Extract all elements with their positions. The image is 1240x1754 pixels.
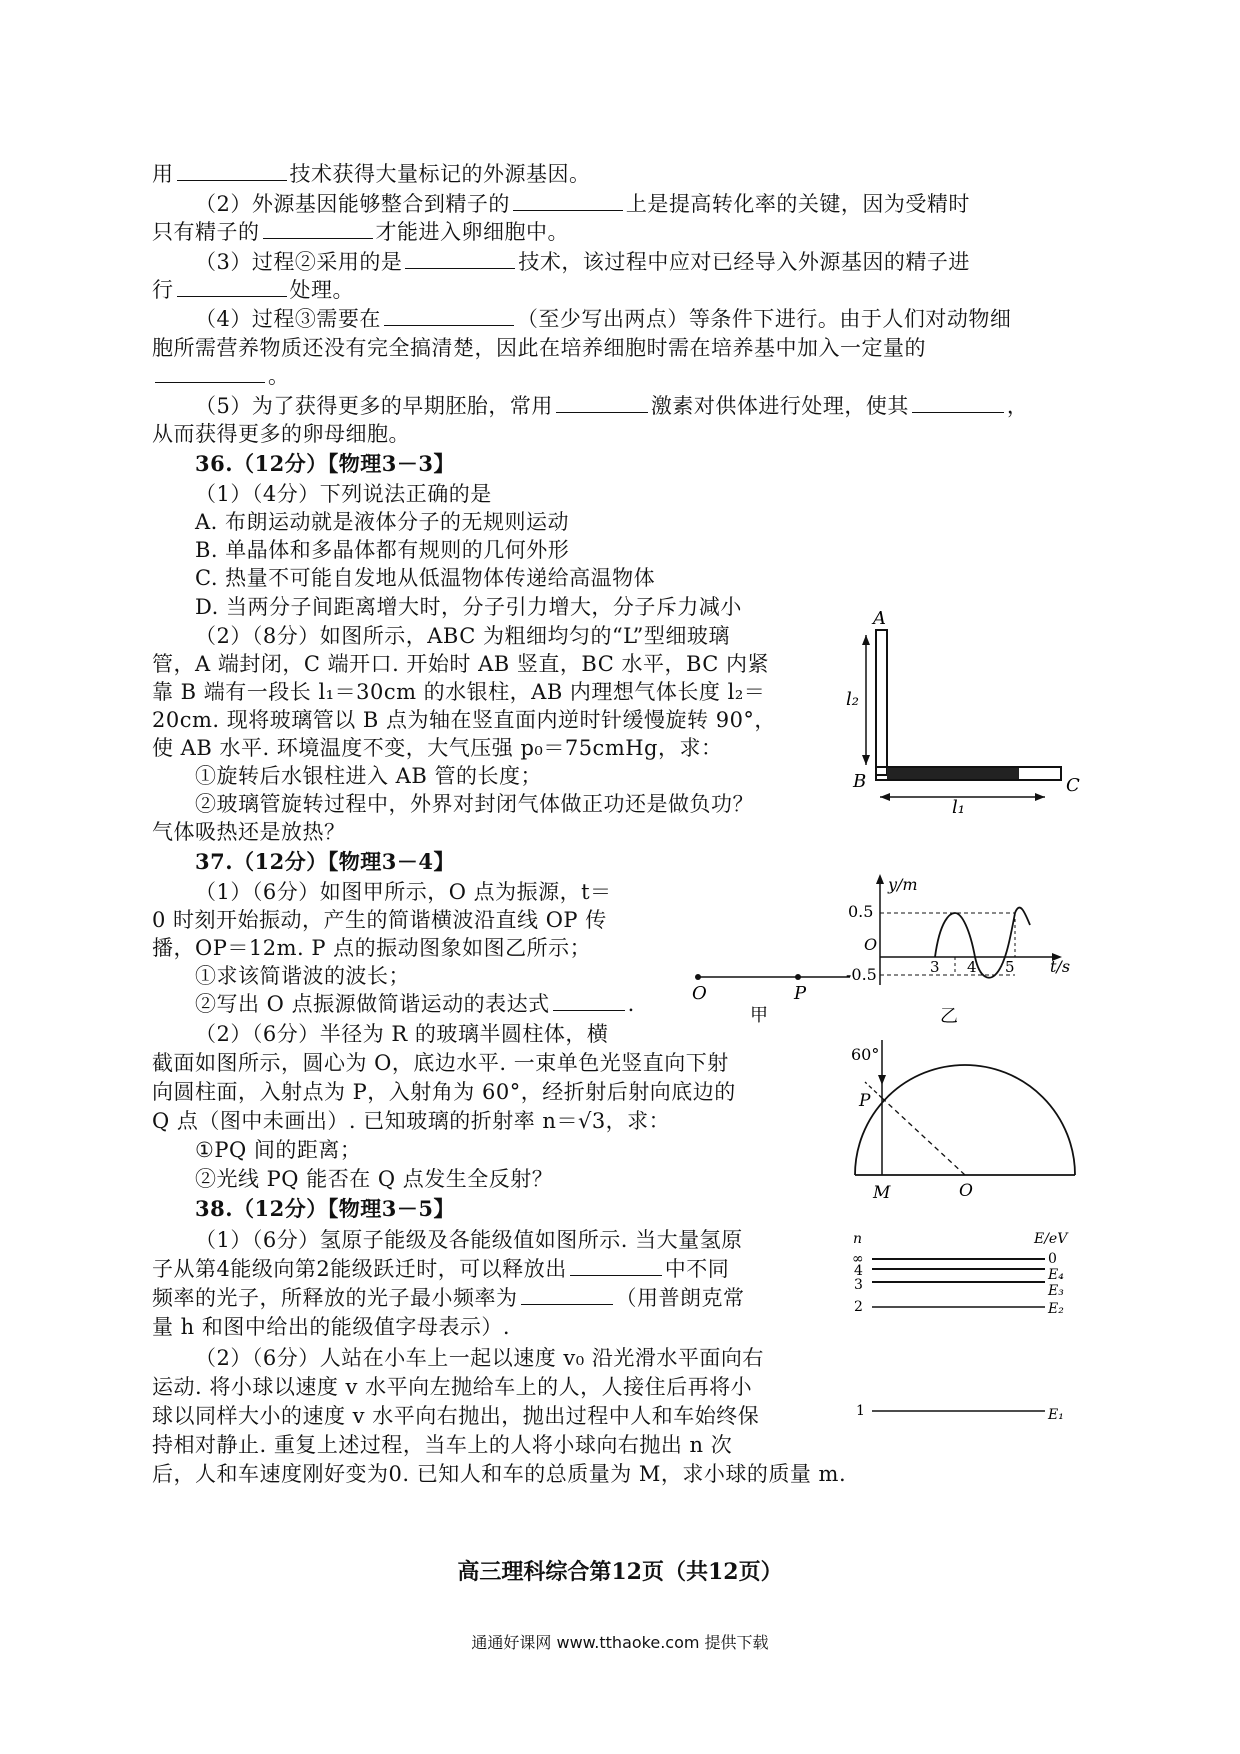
label-a: A	[873, 608, 886, 629]
text: 频率的光子，所释放的光子最小频率为	[152, 1286, 518, 1310]
q37-part2-line6: ②光线 PQ 能否在 Q 点发生全反射？	[195, 1167, 554, 1191]
text: 行	[152, 278, 174, 302]
answer-blank	[556, 392, 648, 413]
q38-part2-line2: 运动. 将小球以速度 v 水平向左抛给车上的人，人接住后再将小	[152, 1375, 753, 1399]
tube-ab	[876, 630, 887, 775]
q37-part1-line4: ①求该简谐波的波长；	[195, 964, 410, 988]
q37-part1-line5	[195, 990, 635, 1018]
q36-part2-line1: （2）（8分）如图所示，ABC 为粗细均匀的“L”型细玻璃	[195, 624, 730, 648]
energy-label: E/eV	[1034, 1231, 1068, 1247]
q36-part1: （1）（4分）下列说法正确的是	[195, 482, 492, 506]
point-p	[795, 974, 801, 980]
answer-blank	[570, 1255, 662, 1276]
caption-jia: 甲	[750, 1005, 768, 1025]
e-4: E₄	[1048, 1267, 1064, 1283]
q36-part2-line2: 管，A 端封闭，C 端开口. 开始时 AB 竖直，BC 水平，BC 内紧	[152, 652, 770, 676]
q38-part1-line4: 量 h 和图中给出的能级值字母表示）.	[152, 1315, 511, 1339]
origin-label: O	[864, 935, 878, 954]
text: （4）过程③需要在	[195, 307, 381, 331]
text: 用	[152, 162, 174, 186]
bio-line-9	[195, 392, 1028, 420]
x-axis-label: t/s	[1050, 957, 1071, 976]
bio-line-5	[152, 276, 354, 304]
q38-part2-line5: 后，人和车速度刚好变为0. 已知人和车的总质量为 M，求小球的质量 m.	[152, 1462, 847, 1486]
q37-part2-line2: 截面如图所示，圆心为 O，底边水平. 一束单色光竖直向下射	[152, 1051, 729, 1075]
q36-part2-line8: 气体吸热还是放热？	[152, 820, 346, 844]
n-4: 4	[854, 1263, 863, 1279]
l-tube-figure	[840, 605, 1090, 815]
q37-part1-line3: 播，OP＝12m. P 点的振动图象如图乙所示；	[152, 936, 592, 960]
label-b: B	[853, 771, 867, 792]
text: 子从第4能级向第2能级跃迁时，可以释放出	[152, 1257, 567, 1281]
answer-blank	[405, 248, 515, 269]
semicircle-arc	[855, 1065, 1075, 1175]
text: .	[627, 992, 635, 1016]
text: （3）过程②采用的是	[195, 250, 403, 274]
q38-part2-line4: 持相对静止. 重复上述过程，当车上的人将小球向右抛出 n 次	[152, 1433, 733, 1457]
q38-heading: 38.（12分）【物理3－5】	[195, 1196, 455, 1221]
q36-part2-line7: ②玻璃管旋转过程中，外界对封闭气体做正功还是做负功？	[195, 792, 754, 816]
e-1: E₁	[1048, 1407, 1064, 1423]
q38-part1-line3	[152, 1284, 745, 1312]
q38-part2-line1: （2）（6分）人站在小车上一起以速度 v₀ 沿光滑水平面向右	[195, 1346, 764, 1370]
bio-line-4	[195, 248, 970, 276]
bio-line-7: 胞所需营养物质还没有完全搞清楚，因此在培养细胞时需在培养基中加入一定量的	[152, 336, 926, 360]
label-l2: l₂	[846, 689, 859, 710]
label-o: O	[959, 1181, 973, 1200]
text: （5）为了获得更多的早期胚胎，常用	[195, 394, 553, 418]
answer-blank	[263, 218, 373, 239]
text: 才能进入卵细胞中。	[375, 220, 569, 244]
figure-jia	[680, 955, 860, 1025]
text: 中不同	[664, 1257, 730, 1281]
arrow-left-icon	[880, 793, 890, 801]
q38-part1-line2	[152, 1255, 729, 1283]
text: 只有精子的	[152, 220, 260, 244]
text: （2）外源基因能够整合到精子的	[195, 192, 510, 216]
q36-option-b: B. 单晶体和多晶体都有规则的几何外形	[195, 538, 570, 562]
answer-blank	[912, 392, 1004, 413]
q37-part2-line3: 向圆柱面，入射点为 P，入射角为 60°，经折射后射向底边的	[152, 1080, 736, 1104]
text: 激素对供体进行处理，使其	[650, 394, 909, 418]
text: 处理。	[289, 278, 354, 302]
bio-line-2	[195, 190, 970, 218]
e-2: E₂	[1048, 1301, 1064, 1317]
label-p: P	[859, 1091, 871, 1111]
y-axis-label: y/m	[888, 875, 918, 894]
label-m: M	[873, 1183, 891, 1200]
bio-line-10: 从而获得更多的卵母细胞。	[152, 422, 410, 446]
tick-y-neg: -0.5	[846, 965, 877, 984]
point-o	[695, 974, 701, 980]
figure-yi-vibration-graph	[840, 870, 1090, 1030]
n-2: 2	[854, 1299, 863, 1315]
energy-level-diagram	[850, 1225, 1080, 1435]
q36-heading: 36.（12分）【物理3－3】	[195, 451, 455, 476]
mercury-column	[887, 768, 1019, 779]
normal-line	[882, 1098, 965, 1175]
tick-t4: 4	[967, 958, 977, 976]
q36-option-d: D. 当两分子间距离增大时，分子引力增大，分子斥力减小	[195, 595, 742, 619]
bio-line-1	[152, 160, 591, 188]
arrow-up-icon	[862, 635, 870, 645]
text: ，	[1006, 394, 1029, 418]
bio-line-3	[152, 218, 569, 246]
semicircle-figure	[825, 1030, 1085, 1200]
q36-part2-line5: 使 AB 水平. 环境温度不变，大气压强 p₀＝75cmHg，求：	[152, 736, 723, 760]
q37-heading: 37.（12分）【物理3－4】	[195, 849, 455, 874]
q37-part2-line5: ①PQ 间的距离；	[195, 1138, 362, 1162]
q37-part1-line2: 0 时刻开始振动，产生的简谐横波沿直线 OP 传	[152, 908, 607, 932]
y-axis-arrow-icon	[876, 874, 884, 884]
label-c: C	[1066, 775, 1080, 796]
q37-part1-line1: （1）（6分）如图甲所示，O 点为振源，t＝	[195, 880, 612, 904]
q36-part2-line4: 20cm. 现将玻璃管以 B 点为轴在竖直面内逆时针缓慢旋转 90°，	[152, 708, 776, 732]
text: ②写出 O 点振源做简谐运动的表达式	[195, 992, 550, 1016]
bio-line-8	[152, 362, 290, 390]
answer-blank	[384, 305, 514, 326]
n-3: 3	[854, 1277, 863, 1293]
ray-arrow-icon	[878, 1075, 886, 1085]
n-1: 1	[856, 1403, 865, 1419]
answer-blank	[177, 276, 287, 297]
text: 技术获得大量标记的外源基因。	[289, 162, 591, 186]
q37-part2-line1: （2）（6分）半径为 R 的玻璃半圆柱体，横	[195, 1022, 609, 1046]
bio-line-6	[195, 305, 1011, 333]
e-3: E₃	[1048, 1283, 1064, 1299]
q36-part2-line6: ①旋转后水银柱进入 AB 管的长度；	[195, 764, 542, 788]
text: 技术，该过程中应对已经导入外源基因的精子进	[518, 250, 970, 274]
e-zero: 0	[1048, 1251, 1057, 1267]
label-o: O	[692, 983, 707, 1004]
caption-yi: 乙	[940, 1006, 958, 1027]
tick-t5: 5	[1005, 958, 1015, 976]
answer-blank	[513, 190, 623, 211]
answer-blank	[521, 1284, 613, 1305]
answer-blank	[553, 990, 625, 1011]
arrow-right-icon	[1035, 793, 1045, 801]
q36-option-c: C. 热量不可能自发地从低温物体传递给高温物体	[195, 566, 656, 590]
angle-label: 60°	[851, 1045, 880, 1064]
q36-part2-line3: 靠 B 端有一段长 l₁＝30cm 的水银柱，AB 内理想气体长度 l₂＝	[152, 680, 766, 704]
answer-blank	[177, 160, 287, 181]
q38-part2-line3: 球以同样大小的速度 v 水平向右抛出，抛出过程中人和车始终保	[152, 1404, 760, 1428]
source-watermark: 通通好课网 www.tthaoke.com 提供下载	[471, 1633, 769, 1652]
sine-curve	[935, 908, 1030, 978]
text: （至少写出两点）等条件下进行。由于人们对动物细	[516, 307, 1012, 331]
text: 上是提高转化率的关键，因为受精时	[625, 192, 970, 216]
n-inf: ∞	[852, 1251, 864, 1267]
tick-y-pos: 0.5	[848, 902, 874, 921]
q38-part1-line1: （1）（6分）氢原子能级及各能级值如图所示. 当大量氢原	[195, 1228, 743, 1252]
arrow-down-icon	[862, 755, 870, 765]
text: 。	[268, 364, 290, 388]
q37-part2-line4: Q 点（图中未画出）. 已知玻璃的折射率 n＝√3，求：	[152, 1109, 671, 1133]
q36-option-a: A. 布朗运动就是液体分子的无规则运动	[195, 510, 570, 534]
label-l1: l₁	[952, 797, 965, 815]
text: （用普朗克常	[615, 1286, 745, 1310]
page-footer: 高三理科综合第12页（共12页）	[457, 1559, 783, 1585]
tick-t3: 3	[930, 958, 940, 976]
label-p: P	[794, 983, 807, 1004]
answer-blank	[155, 362, 265, 383]
n-label: n	[853, 1231, 863, 1247]
